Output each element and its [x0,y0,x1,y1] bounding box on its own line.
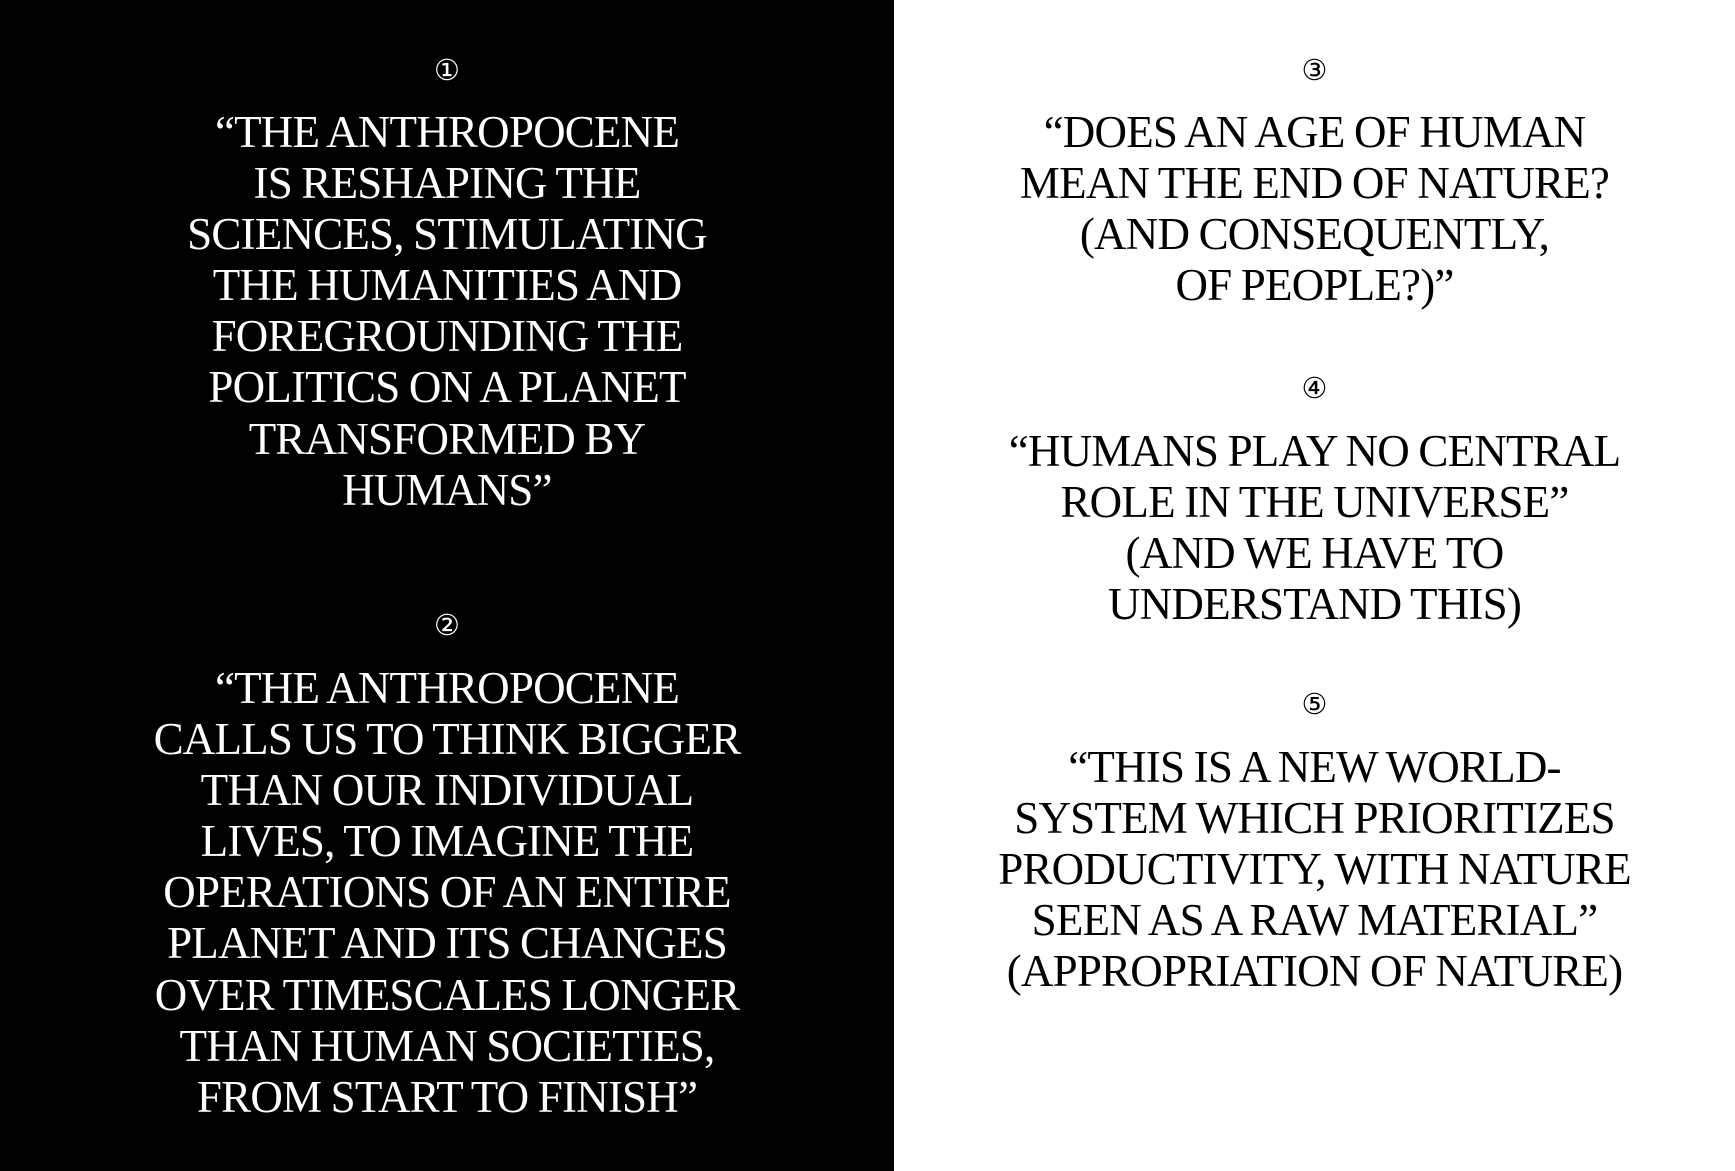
quote-2-line: OPERATIONS OF AN ENTIRE [163,867,731,918]
quote-1-line: TRANSFORMED BY [248,413,646,464]
quote-1-line: IS RESHAPING THE [253,158,641,209]
quote-1 [0,107,894,516]
quote-2-line: FROM START TO FINISH” [196,1071,698,1122]
quote-2-line: THAN OUR INDIVIDUAL [200,765,694,816]
quote-3 [894,107,1735,311]
quote-number-4: ④ [1301,371,1328,405]
quote-number-3: ③ [1301,53,1328,87]
quote-4 [894,426,1735,630]
quote-4-line: (AND WE HAVE TO [1125,528,1504,579]
quote-5-line: SEEN AS A RAW MATERIAL” [1031,895,1598,946]
quote-3-line: OF PEOPLE?)” [1175,260,1454,311]
quote-5-line: “THIS IS A NEW WORLD- [1068,742,1561,792]
quote-2-line: PLANET AND ITS CHANGES [167,918,727,969]
quote-5-line: SYSTEM WHICH PRIORITIZES [1014,793,1615,844]
quote-1-line: POLITICS ON A PLANET [208,362,686,413]
quote-1-line: “THE ANTHROPOCENE [214,107,680,157]
quote-2 [0,663,894,1123]
right-page [894,0,1735,1171]
quote-2-line: “THE ANTHROPOCENE [214,663,680,713]
quote-4-line: UNDERSTAND THIS) [1107,579,1522,630]
quote-1-line: FOREGROUNDING THE [211,311,683,362]
quote-2-line: THAN HUMAN SOCIETIES, [179,1020,715,1071]
quote-1-line: SCIENCES, STIMULATING [187,209,707,260]
quote-number-2: ② [434,608,460,642]
quote-1-line: THE HUMANITIES AND [212,260,682,311]
quote-5-line: PRODUCTIVITY, WITH NATURE [998,844,1631,895]
quote-4-line: ROLE IN THE UNIVERSE” [1060,477,1569,528]
quote-number-5: ⑤ [1301,687,1328,721]
quote-3-line: “DOES AN AGE OF HUMAN [1043,107,1586,157]
quote-2-line: OVER TIMESCALES LONGER [154,969,740,1020]
quote-2-line: LIVES, TO IMAGINE THE [200,816,694,867]
quote-5 [894,742,1735,997]
quote-1-line: HUMANS” [342,464,552,515]
quote-5-line: (APPROPRIATION OF NATURE) [1006,946,1623,997]
quote-3-line: (AND CONSEQUENTLY, [1079,209,1550,260]
quote-2-line: CALLS US TO THINK BIGGER [153,714,741,765]
quote-4-line: “HUMANS PLAY NO CENTRAL [1008,426,1621,476]
quote-number-1: ① [434,53,460,87]
quote-3-line: MEAN THE END OF NATURE? [1019,158,1610,209]
